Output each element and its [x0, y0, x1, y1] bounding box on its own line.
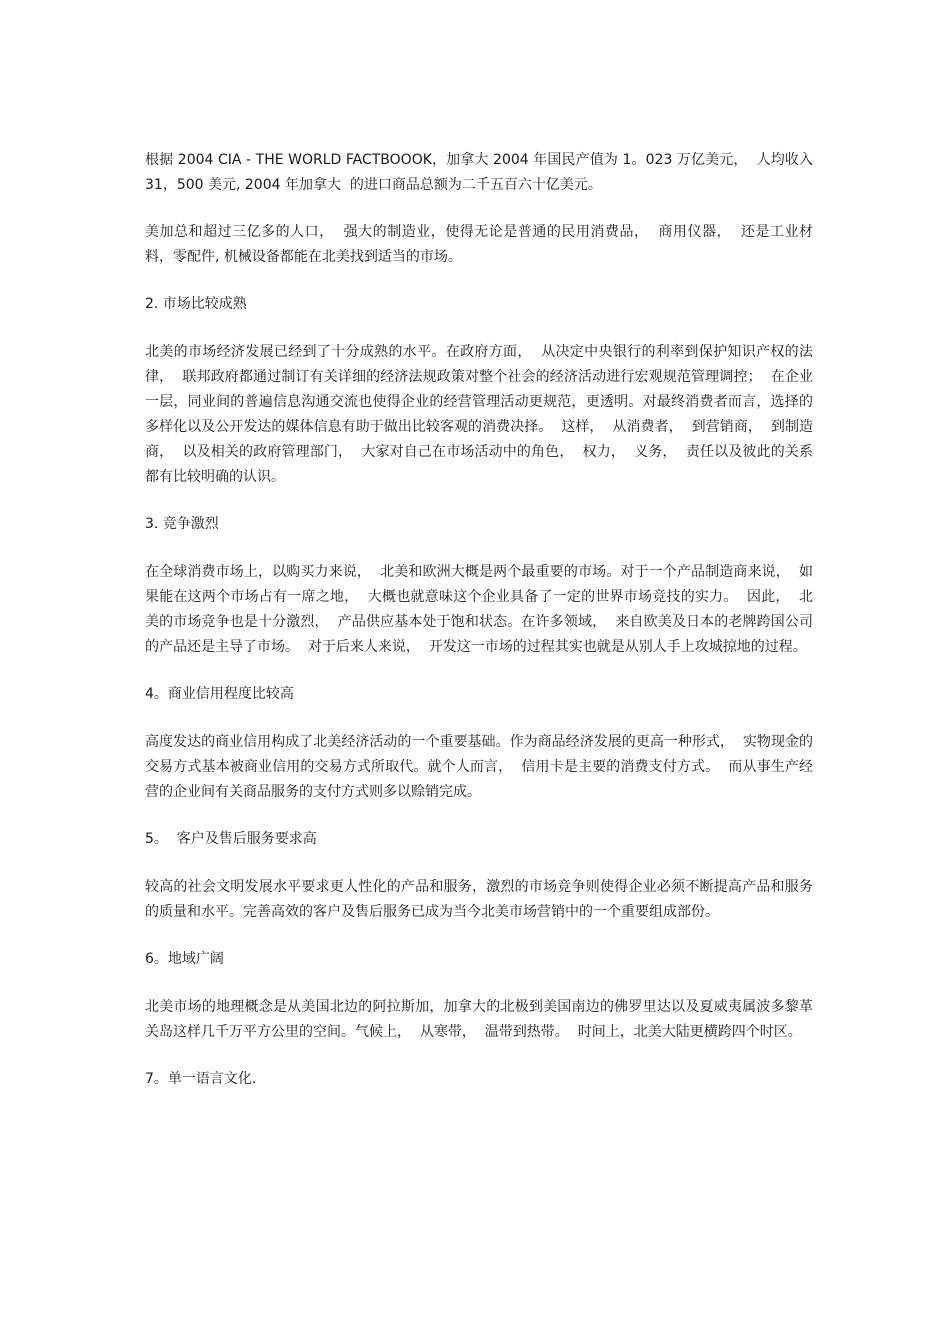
section-heading-competition: 3. 竞争激烈: [145, 516, 219, 532]
section-heading-service: 5。 客户及售后服务要求高: [145, 831, 317, 847]
paragraph-population-market: 美加总和超过三亿多的人口， 强大的制造业，使得无论是普通的民用消费品， 商用仪器， 还是工业材料，零配件, 机械设备都能在北美找到适当的市场。: [145, 224, 813, 265]
paragraph-gdp-stats: 根据 2004 CIA - THE WORLD FACTBOOOK，加拿大 2004 年国民产值为 1。023 万亿美元， 人均收入 31，500 美元, 2004 年加拿大 的进口商品总额为二千五百六十亿美元。: [145, 152, 822, 193]
paragraph-mature-market: 北美的市场经济发展已经到了十分成熟的水平。在政府方面， 从决定中央银行的利率到保护知识产权的法律， 联邦政府都通过制订有关详细的经济法规政策对整个社会的经济活动进行宏观规范管理调控； 在企业一层，同业间的普遍信息沟通交流也使得企业的经营管理活动更规范，更透明。对最终消费者而言，选择的多样化以及公开发达的媒体信息有助于做出比较客观的消费决择。 这样， 从消费者， 到营销商， 到制造商， 以及相关的政府管理部门， 大家对自己在市场活动中的角色， 权力， 义务， 责任以及彼此的关系都有比较明确的认识。: [145, 344, 813, 485]
paragraph-competition: 在全球消费市场上，以购买力来说， 北美和欧洲大概是两个最重要的市场。对于一个产品制造商来说， 如果能在这两个市场占有一席之地， 大概也就意味这个企业具备了一定的世界市场竞技的实力。 因此， 北美的市场竞争也是十分激烈， 产品供应基本处于饱和状态。在许多领域， 来自欧美及日本的老牌跨国公司的产品还是主导了市场。 对于后来人来说， 开发这一市场的过程其实也就是从别人手上攻城掠地的过程。: [145, 564, 813, 655]
section-heading-mature-market: 2. 市场比较成熟: [145, 296, 247, 312]
section-heading-credit: 4。商业信用程度比较高: [145, 686, 294, 702]
paragraph-credit: 高度发达的商业信用构成了北美经济活动的一个重要基础。作为商品经济发展的更高一种形式， 实物现金的交易方式基本被商业信用的交易方式所取代。就个人而言， 信用卡是主要的消费支付方式。 而从事生产经营的企业间有关商品服务的支付方式则多以赊销完成。: [145, 734, 813, 800]
document-page: [145, 148, 822, 1115]
section-heading-language: 7。单一语言文化.: [145, 1071, 257, 1087]
section-heading-territory: 6。地域广阔: [145, 951, 224, 967]
paragraph-service: 较高的社会文明发展水平要求更人性化的产品和服务，激烈的市场竞争则使得企业必须不断提高产品和服务的质量和水平。完善高效的客户及售后服务已成为当今北美市场营销中的一个重要组成部份。: [145, 879, 813, 920]
paragraph-territory: 北美市场的地理概念是从美国北边的阿拉斯加，加拿大的北极到美国南边的佛罗里达以及夏威夷属波多黎革关岛这样几千万平方公里的空间。气候上， 从寒带， 温带到热带。 时间上，北美大陆更横跨四个时区。: [145, 999, 813, 1040]
